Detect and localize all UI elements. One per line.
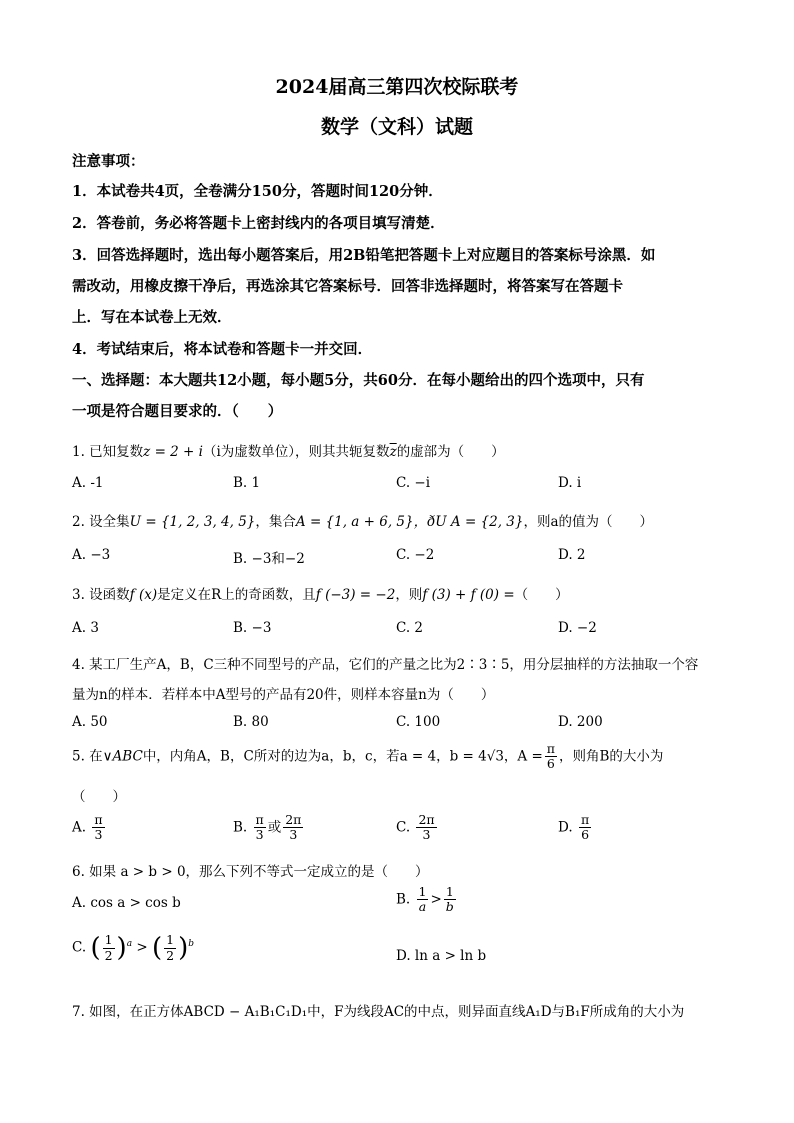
q5-option-d: D. $\frac{\pi}{6}$ [558,812,590,843]
q4-option-c: C. 100 [396,714,441,730]
q2-option-d: D. 2 [558,547,586,563]
q6-option-b: B. $\frac{1}{a}$ > $\frac{1}{b}$ [396,884,454,915]
q3-option-d: D. −2 [558,620,597,636]
q3-option-b: B. −3 [233,620,272,636]
section-1-heading-line-1: 一、选择题：本大题共12小题，每小题5分，共60分．在每小题给出的四个选项中，只有 [72,372,645,389]
exam-title: 2024届高三第四次校际联考 [275,76,519,98]
note-3-line-2: 需改动，用橡皮擦干净后，再选涂其它答案标号．回答非选择题时，将答案写在答题卡 [72,278,623,295]
note-1: 1．本试卷共4页，全卷满分150分，答题时间120分钟． [72,183,443,200]
q3-option-a: A. 3 [72,620,99,636]
note-3-line-3: 上．写在本试卷上无效． [72,309,232,326]
section-1-heading-line-2: 一项是符合题目要求的．（ ） [72,403,283,420]
q2-option-a: A. −3 [72,547,111,563]
q5-angle-fraction: $\frac{\pi}{6}$ [546,741,555,772]
question-4-stem-line-1: 4. 某工厂生产A，B，C三种不同型号的产品，它们的产量之比为2∶3∶5，用分层抽样的方法抽取一个容 [72,657,699,673]
q1-option-c: C. −i [396,475,431,491]
q1-expression: z = 2 + i [143,444,203,460]
q5-option-a: A. $\frac{\pi}{3}$ [72,812,103,843]
note-3-line-1: 3．回答选择题时，选出每小题答案后，用2B铅笔把答题卡上对应题目的答案标号涂黑．如 [72,247,656,264]
q2-universal-set: U = {1, 2, 3, 4, 5} [129,514,256,530]
q5-triangle: ∨ABC [102,748,143,765]
exam-subtitle: 数学（文科）试题 [320,116,473,138]
q5-option-b: B. $\frac{\pi}{3}$ 或 $\frac{2\pi}{3}$ [233,812,302,843]
q6-option-a: A. cos a > cos b [72,895,181,911]
q1-option-d: D. i [558,475,582,491]
q1-conjugate: $\overline{z}$ [389,444,397,460]
q1-option-b: B. 1 [233,475,261,491]
q4-option-d: D. 200 [558,714,603,730]
q6-option-c: C. ( $\frac{1}{2}$ )$^a$ > ( $\frac{1}{2}$ )$^b$ [72,932,195,963]
q2-option-c: C. −2 [396,547,435,563]
question-4-stem-line-2: 量为n的样本．若样本中A型号的产品有20件，则样本容量n为（ ） [72,687,495,703]
q6-option-d: D. ln a > ln b [396,948,487,964]
q2-complement: ，ðU A = {2, 3} [413,514,524,530]
question-2-stem: 2. 设全集U = {1, 2, 3, 4, 5}，集合A = {1, a + 6, 5}，ðU A = {2, 3}，则a的值为（ ） [72,514,654,530]
note-4: 4．考试结束后，将本试卷和答题卡一并交回． [72,341,373,358]
q3-option-c: C. 2 [396,620,424,636]
notes-heading: 注意事项： [72,153,145,170]
question-5-answer-paren: （ ） [72,789,126,805]
question-1-stem: 1. 已知复数z = 2 + i（i为虚数单位），则其共轭复数$\overline{z}$的虚部为（ ） [72,444,505,460]
question-7-stem: 7. 如图，在正方体ABCD − A₁B₁C₁D₁中，F为线段AC的中点，则异面直线A₁D与B₁F所成角的大小为 [72,1004,685,1020]
question-3-stem: 3. 设函数f (x)是定义在R上的奇函数，且f (−3) = −2，则f (3) + f (0) =（ ） [72,587,569,603]
q2-option-b: B. −3和−2 [233,551,305,567]
q5-option-c: C. $\frac{2\pi}{3}$ [396,812,435,843]
question-6-stem: 6. 如果 a > b > 0，那么下列不等式一定成立的是（ ） [72,864,429,880]
question-5-stem: 5. 在∨ABC中，内角A，B，C所对的边为a，b，c，若a = 4，b = 4√3，A = $\frac{\pi}{6}$ ，则角B的大小为 [72,741,664,772]
q4-option-a: A. 50 [72,714,108,730]
q1-option-a: A. -1 [72,475,104,491]
q2-set-a: A = {1, a + 6, 5} [295,514,414,530]
q4-option-b: B. 80 [233,714,269,730]
note-2: 2．答卷前，务必将答题卡上密封线内的各项目填写清楚． [72,215,445,232]
